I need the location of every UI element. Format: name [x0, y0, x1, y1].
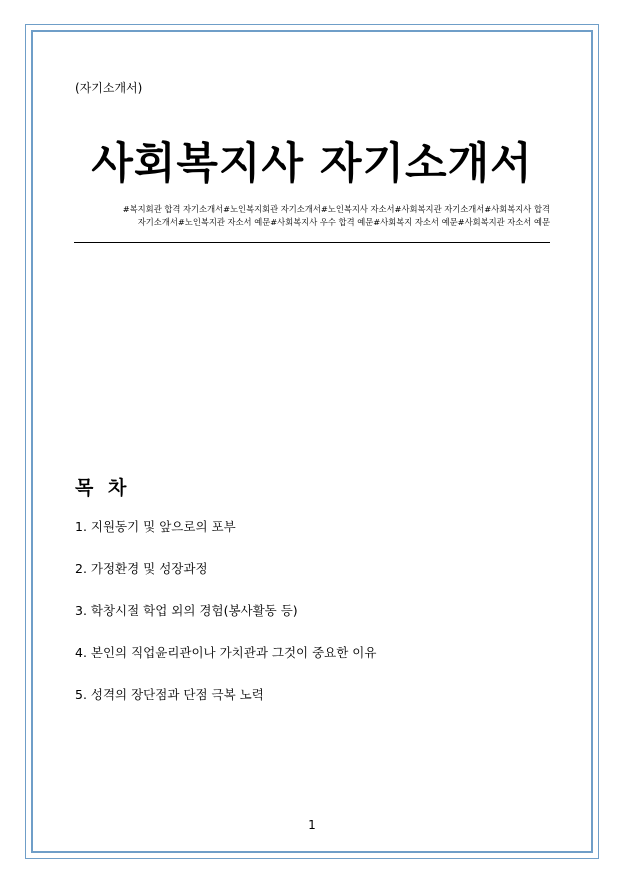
toc-item: 2. 가정환경 및 성장과정	[75, 561, 208, 576]
keyword-tags-line-1: #복지회관 합격 자기소개서#노인복지회관 자기소개서#노인복지사 자소서#사회복지관 자기소개서#사회복지사 합격	[122, 204, 550, 214]
toc-list	[75, 517, 376, 727]
toc-item: 4. 본인의 직업윤리관이나 가치관과 그것이 중요한 이유	[75, 645, 377, 660]
toc-item: 3. 학창시절 학업 외의 경험(봉사활동 등)	[75, 603, 298, 618]
toc-item: 5. 성격의 장단점과 단점 극복 노력	[75, 687, 264, 702]
keyword-tags	[80, 203, 550, 229]
toc-heading: 목 차	[75, 477, 131, 499]
keyword-tags-line-2: 자기소개서#노인복지관 자소서 예문#사회복지사 우수 합격 예문#사회복지 자소서 예문#사회복지관 자소서 예문	[137, 217, 550, 227]
document-title: 사회복지사 자기소개서	[91, 139, 533, 189]
document-category: (자기소개서)	[75, 81, 143, 95]
page-number: 1	[308, 818, 316, 832]
title-divider	[74, 242, 550, 243]
toc-item: 1. 지원동기 및 앞으로의 포부	[75, 519, 236, 534]
